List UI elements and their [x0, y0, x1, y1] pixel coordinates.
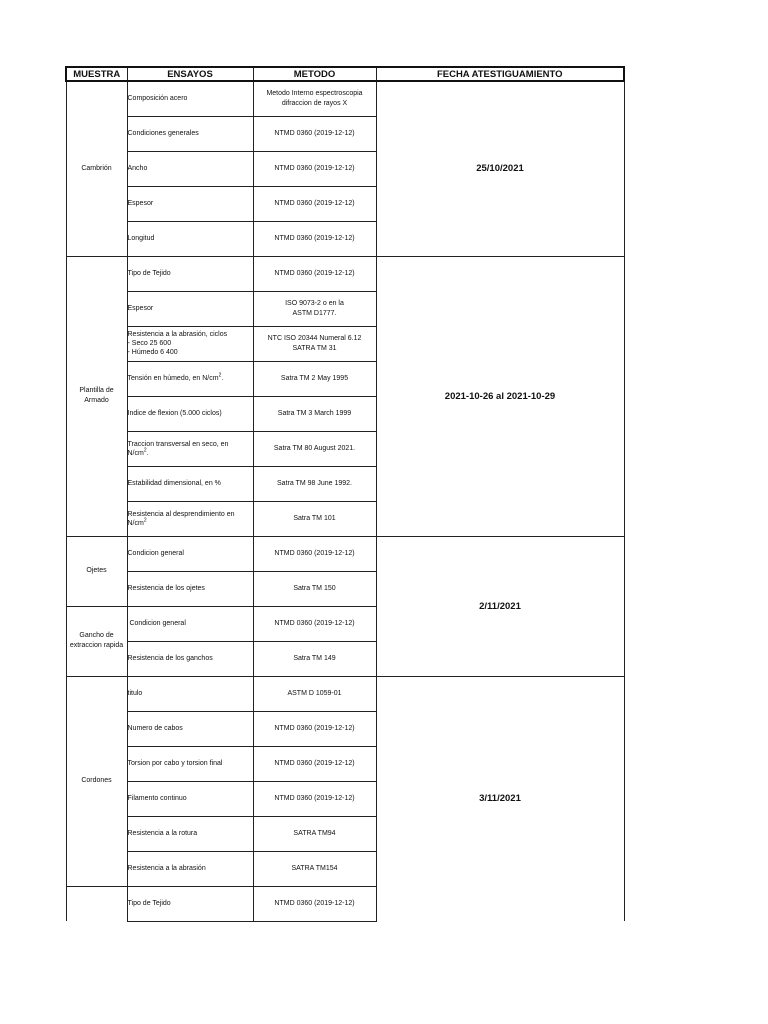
ensayo-cell: Resistencia a la rotura — [127, 816, 253, 851]
metodo-cell: Satra TM 98 June 1992. — [253, 466, 376, 501]
metodo-cell: Satra TM 3 March 1999 — [253, 396, 376, 431]
header-metodo: METODO — [253, 67, 376, 81]
ensayo-cell: Longitud — [127, 221, 253, 256]
table-row — [66, 676, 624, 711]
metodo-cell: Satra TM 101 — [253, 501, 376, 536]
superscript: 2 — [143, 517, 147, 524]
ensayo-cell: Filamento continuo — [127, 781, 253, 816]
ensayo-line: Traccion transversal en seco, en — [127, 440, 229, 448]
metodo-cell: NTMD 0360 (2019-12-12) — [253, 606, 376, 641]
muestra-ojetes: Ojetes — [66, 536, 127, 606]
metodo-cell: SATRA TM94 — [253, 816, 376, 851]
ensayo-cell: Resistencia a la abrasión — [127, 851, 253, 886]
ensayo-cell: Numero de cabos — [127, 711, 253, 746]
metodo-cell: Satra TM 80 August 2021. — [253, 431, 376, 466]
ensayo-cell: Espesor — [127, 291, 253, 326]
ensayo-line: N/cm — [127, 449, 144, 457]
metodo-cell: Satra TM 150 — [253, 571, 376, 606]
metodo-cell: Satra TM 149 — [253, 641, 376, 676]
metodo-line: Metodo Interno espectroscopia — [266, 89, 363, 97]
metodo-cell: NTMD 0360 (2019-12-12) — [253, 151, 376, 186]
ensayo-text: Tensión en húmedo, en N/cm — [127, 375, 219, 382]
ensayo-cell: Resistencia de los ganchos — [127, 641, 253, 676]
metodo-cell: NTMD 0360 (2019-12-12) — [253, 536, 376, 571]
ensayo-line: N/cm — [127, 519, 144, 527]
metodo-line: ASTM D1777. — [292, 309, 337, 317]
ensayo-cell: titulo — [127, 676, 253, 711]
ensayo-cell: Espesor — [127, 186, 253, 221]
table-row — [66, 536, 624, 571]
metodo-cell: SATRA TM154 — [253, 851, 376, 886]
ensayo-cell: Condiciones generales — [127, 116, 253, 151]
fecha-cambrion: 25/10/2021 — [376, 81, 624, 256]
metodo-line: NTC ISO 20344 Numeral 6.12 — [267, 334, 362, 342]
ensayo-cell: Resistencia de los ojetes — [127, 571, 253, 606]
fecha-ojetes-gancho: 2/11/2021 — [376, 536, 624, 676]
table-row — [66, 81, 624, 116]
muestra-cordones: Cordones — [66, 676, 127, 886]
ensayo-cell: Indice de flexion (5.000 ciclos) — [127, 396, 253, 431]
superscript: 2 — [143, 447, 147, 454]
header-muestra: MUESTRA — [66, 67, 127, 81]
ensayo-cell: Condicion general — [127, 606, 253, 641]
ensayo-line: Resistencia al desprendimiento en — [127, 510, 235, 518]
metodo-line: SATRA TM 31 — [292, 344, 337, 352]
metodo-cell: NTMD 0360 (2019-12-12) — [253, 221, 376, 256]
header-row — [66, 67, 624, 81]
ensayo-suffix: . — [221, 375, 224, 382]
metodo-cell: NTMD 0360 (2019-12-12) — [253, 711, 376, 746]
muestra-plantilla — [66, 256, 127, 536]
muestra-line: Gancho de — [79, 632, 114, 639]
muestra-line: extraccion rapida — [69, 642, 124, 649]
muestra-line: Plantilla de — [79, 387, 114, 394]
ensayo-cell: Tipo de Tejido — [127, 886, 253, 921]
metodo-cell: NTMD 0360 (2019-12-12) — [253, 781, 376, 816]
metodo-cell: NTMD 0360 (2019-12-12) — [253, 886, 376, 921]
metodo-cell — [253, 291, 376, 326]
metodo-cell: ASTM D 1059-01 — [253, 676, 376, 711]
ensayo-line: Resistencia a la abrasión, ciclos — [127, 331, 228, 338]
header-fecha: FECHA ATESTIGUAMIENTO — [376, 67, 624, 81]
superscript: 2 — [218, 372, 222, 379]
metodo-cell: NTMD 0360 (2019-12-12) — [253, 116, 376, 151]
ensayo-cell — [127, 431, 253, 466]
ensayo-cell — [127, 326, 253, 361]
muestra-empty — [66, 886, 127, 921]
table-row — [66, 256, 624, 291]
fecha-plantilla: 2021-10-26 al 2021-10-29 — [376, 256, 624, 536]
ensayo-suffix: . — [146, 449, 149, 457]
ensayo-cell — [127, 501, 253, 536]
ensayo-cell: Composición acero — [127, 81, 253, 116]
ensayo-cell: Torsion por cabo y torsion final — [127, 746, 253, 781]
metodo-line: difraccion de rayos X — [281, 99, 348, 107]
metodo-cell: NTMD 0360 (2019-12-12) — [253, 746, 376, 781]
ensayo-cell: Condicion general — [127, 536, 253, 571]
muestra-cambrion: Cambrión — [66, 81, 127, 256]
metodo-cell: NTMD 0360 (2019-12-12) — [253, 256, 376, 291]
fecha-cordones: 3/11/2021 — [376, 676, 624, 921]
metodo-cell: Satra TM 2 May 1995 — [253, 361, 376, 396]
metodo-cell — [253, 81, 376, 116]
muestra-line: Armado — [84, 397, 109, 404]
header-ensayos: ENSAYOS — [127, 67, 253, 81]
muestra-gancho — [66, 606, 127, 676]
metodo-cell — [253, 326, 376, 361]
ensayo-cell: Tipo de Tejido — [127, 256, 253, 291]
testing-schedule-table — [65, 66, 625, 922]
metodo-line: ISO 9073-2 o en la — [285, 299, 344, 307]
ensayo-cell — [127, 361, 253, 396]
metodo-cell: NTMD 0360 (2019-12-12) — [253, 186, 376, 221]
ensayo-cell: Estabilidad dimensional, en % — [127, 466, 253, 501]
ensayo-line: - Seco 25 600 — [127, 340, 172, 347]
ensayo-line: - Húmedo 6 400 — [127, 349, 178, 356]
ensayo-cell: Ancho — [127, 151, 253, 186]
